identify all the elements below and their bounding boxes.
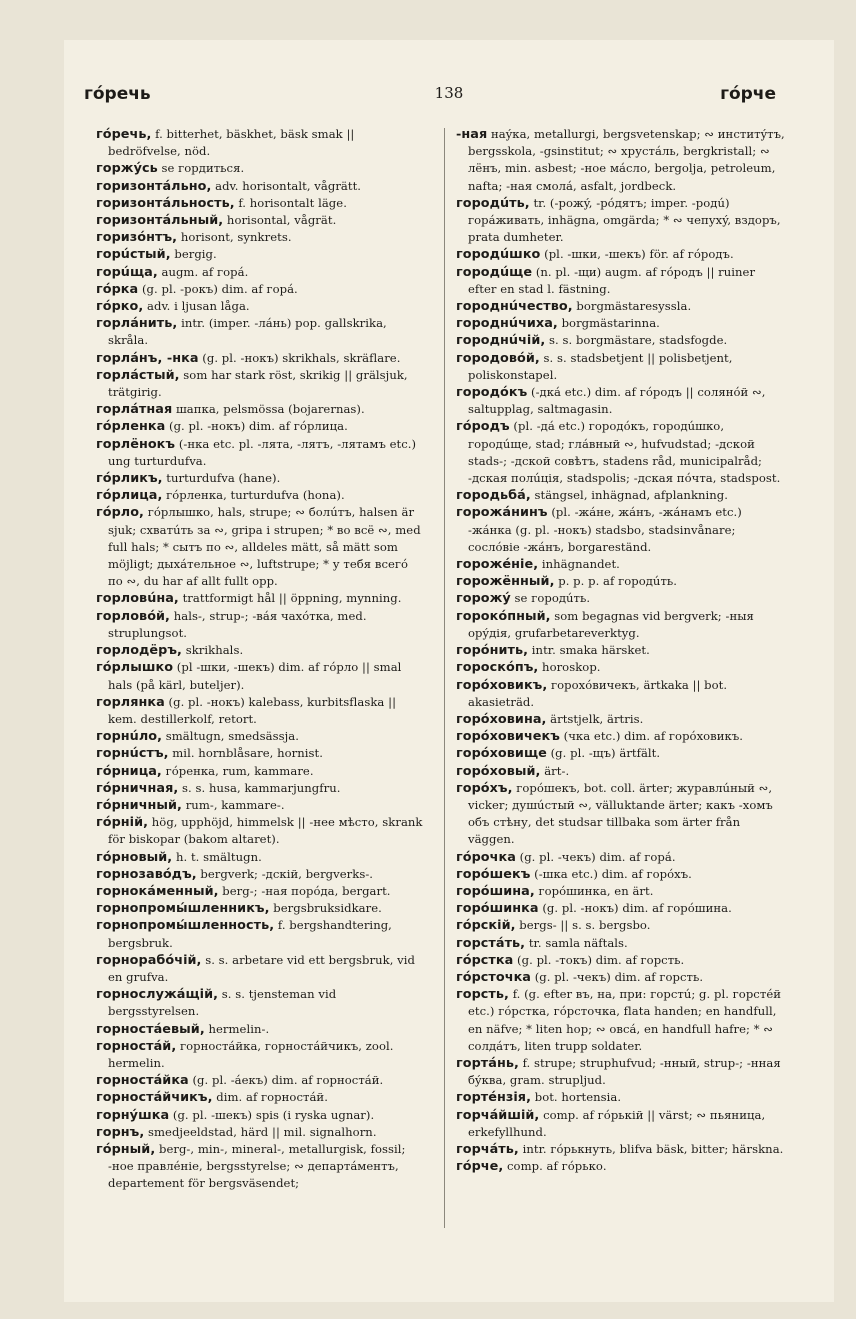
entry-definition: dim. af горностáй. [212,1090,328,1105]
dictionary-entry [96,642,426,659]
dictionary-entry [96,917,426,951]
entry-definition: горóшекъ, bot. coll. ärter; журавлúный ∾, vicker; душúстый ∾, välluktande ärter; какъ -хомъ объ стѣну, det studsar tillbaka som ärter från väggen. [468,780,773,847]
header-right-guideword: гóрче [720,84,776,104]
entry-headword: горнопромы́шленникъ, [96,901,270,917]
entry-headword: городнúчиха, [456,316,558,332]
dictionary-entry [456,900,786,917]
entry-definition: hals-, strup-; -вáя чахóтка, med. struplungsot. [108,608,367,640]
entry-headword: горнослужáщій, [96,987,219,1003]
dictionary-entry [456,556,786,573]
entry-headword: горизонтáльность, [96,195,235,211]
entry-headword: горностáйка [96,1073,189,1089]
entry-definition: (g. pl. -чекъ) dim. af горсть. [531,969,704,984]
dictionary-entry [96,126,426,160]
entry-headword: горизонтáльно, [96,178,212,194]
entry-headword: городнúчій, [456,333,546,349]
dictionary-entry [96,849,426,866]
entry-headword: горлáтная [96,402,173,418]
entry-definition: ärt-. [540,763,570,778]
entry-headword: горстáть, [456,935,526,951]
entry-definition: hermelin-. [204,1021,270,1036]
dictionary-entry [456,849,786,866]
entry-definition: bergig. [170,247,217,262]
entry-headword: горлодёръ, [96,643,182,659]
entry-definition: se городúть. [510,591,591,606]
entry-definition: ärtstjelk, ärtris. [546,711,644,726]
entry-definition: горохóвичекъ, ärtkaka || bot. akasieträd. [468,677,728,709]
entry-headword: горлáстый, [96,367,180,383]
entry-definition: horisont, synkrets. [177,230,292,245]
entry-definition: (pl -шки, -шекъ) dim. af гóрло || smal hals (på kärl, buteljer). [108,660,402,692]
entry-definition: rum-, kammare-. [181,797,285,812]
dictionary-entry [96,1124,426,1141]
entry-headword: городовóй, [456,350,540,366]
entry-headword: гортéнзія, [456,1090,531,1106]
entry-definition: tr. samla näftals. [525,935,628,950]
dictionary-entry [456,677,786,711]
dictionary-entry [96,866,426,883]
entry-definition: (g. pl. -токъ) dim. af горсть. [513,952,685,967]
entry-definition: bergs- || s. s. bergsbo. [515,918,651,933]
entry-headword: горловúна, [96,591,179,607]
dictionary-entry [96,608,426,642]
entry-headword: горóнить, [456,643,529,659]
entry-headword: горностáй, [96,1038,177,1054]
entry-definition: (g. pl. -нокъ) dim. af горóшина. [538,901,732,916]
entry-definition: berg-; -ная порóда, bergart. [218,883,391,898]
entry-definition: som har stark röst, skrikig || grälsjuk, trätgirig. [108,367,408,400]
entry-definition: turturdufva (hane). [162,471,281,486]
entry-definition: stängsel, inhägnad, afplankning. [530,488,729,503]
entry-definition: se гордиться. [157,161,245,176]
dictionary-entry [456,986,786,1055]
entry-definition: (-дкá etc.) dim. af гóродъ || солянóй ∾, saltupplag, saltmagasin. [468,385,766,417]
entry-definition: trattformigt hål || öppning, mynning. [178,591,402,606]
entry-definition: skrikhals. [181,643,244,658]
dictionary-entry [456,969,786,986]
dictionary-entry [456,264,786,298]
dictionary-entry [96,212,426,229]
entry-headword: гортáнь, [456,1055,519,1071]
dictionary-entry [96,470,426,487]
entry-definition: (g. pl. -нокъ) skrikhals, skräflare. [198,350,401,365]
entry-headword: горлáнить, [96,316,178,332]
entry-headword: гóрлица, [96,488,163,504]
entry-definition: comp. af гóрько. [503,1159,607,1174]
entry-definition: intr. (imper. -лáнь) pop. gallskrika, skråla. [108,316,387,348]
entry-definition: intr. smaka härsket. [528,643,650,658]
entry-definition: borgmästaresyssla. [572,299,692,314]
dictionary-entry [456,917,786,934]
entry-definition: (-шка etc.) dim. af горóхъ. [530,866,692,881]
dictionary-entry [96,952,426,986]
entry-headword: городúшко [456,247,541,263]
entry-definition: s. s. stadsbetjent || polisbetjent, poliskonstapel. [468,350,733,382]
entry-headword: горжýсь [96,161,158,177]
dictionary-entry [96,178,426,195]
dictionary-entry [456,573,786,590]
entry-definition: гóрленка, turturdufva (hona). [162,488,345,503]
entry-definition: (g. pl. -чекъ) dim. af горá. [515,849,676,864]
entry-headword: горловóй, [96,608,170,624]
entry-definition: augm. af горá. [157,264,249,279]
dictionary-entry [96,728,426,745]
dictionary-entry [456,195,786,247]
dictionary-entry [456,935,786,952]
entry-definition: (g. pl. -шекъ) spis (i ryska ugnar). [169,1107,375,1122]
entry-headword: горúща, [96,264,158,280]
entry-headword: городнúчество, [456,299,573,315]
entry-definition: f. (g. efter въ, на, при: горстú; g. pl. горстéй etc.) гóрстка, гóрсточка, flata handen; en handfull, en näfve; * liten hop; ∾ овсá, en handfull hafre; * ∾ солдáтъ, liten trupp soldater. [468,987,782,1053]
entry-headword: гóрлышко [96,660,174,676]
entry-headword: гóрленка [96,419,166,435]
entry-headword: -ная [456,127,488,142]
right-column [456,126,786,1175]
dictionary-entry [456,780,786,849]
entry-headword: горнозавóдъ, [96,866,197,882]
dictionary-entry [96,590,426,607]
entry-headword: гóрочка [456,849,516,865]
entry-definition: f. strupe; struphufvud; -нный, strup-; -нная бýква, gram. strupljud. [468,1055,781,1088]
entry-definition: intr. гóрькнуть, blifva bäsk, bitter; härskna. [518,1141,784,1156]
dictionary-entry [456,418,786,487]
dictionary-entry [96,900,426,917]
dictionary-entry [456,866,786,883]
entry-headword: гóрликъ, [96,471,163,487]
dictionary-entry [96,418,426,435]
entry-definition: p. p. p. af городúть. [554,574,678,589]
entry-definition: s. s. borgmästare, stadsfogde. [545,333,728,348]
dictionary-entry [96,814,426,848]
entry-definition: f. horisontalt läge. [234,195,347,210]
entry-headword: гóречь, [96,127,152,142]
dictionary-entry [96,986,426,1020]
entry-definition: adv. horisontalt, vågrätt. [211,178,362,193]
entry-headword: гóрничная, [96,780,179,796]
entry-headword: горнопромы́шленность, [96,918,275,934]
dictionary-entry [96,1089,426,1106]
dictionary-entry [456,298,786,315]
entry-definition: s. s. husa, kammarjungfru. [178,780,341,795]
entry-headword: гóрстка [456,952,514,968]
entry-headword: горнокáменный, [96,883,219,899]
entry-headword: горнъ, [96,1124,145,1140]
dictionary-entry [456,1158,786,1175]
dictionary-entry [456,763,786,780]
entry-headword: горчáть, [456,1141,519,1157]
entry-headword: гóрскій, [456,918,516,934]
entry-definition: som begagnas vid bergverk; -ныя орýдія, grufarbetareverktyg. [468,608,754,640]
dictionary-entry [96,264,426,281]
entry-headword: горностáевый, [96,1021,205,1037]
dictionary-entry [96,1021,426,1038]
dictionary-entry [96,229,426,246]
entry-headword: горóховище [456,746,547,762]
entry-headword: горóховикъ, [456,677,548,693]
entry-definition: smältugn, smedsässja. [162,729,299,744]
entry-headword: горóхъ, [456,780,513,796]
dictionary-entry [456,1141,786,1158]
dictionary-entry [456,246,786,263]
dictionary-entry [96,160,426,177]
entry-headword: гóрка [96,281,139,297]
dictionary-entry [96,298,426,315]
entry-headword: гóрко, [96,299,144,315]
entry-headword: горизóнтъ, [96,230,178,246]
dictionary-entry [96,763,426,780]
entry-definition: horisontal, vågrät. [223,213,337,228]
entry-headword: гóрло, [96,505,144,521]
entry-headword: горсть, [456,987,509,1003]
dictionary-entry [96,1038,426,1072]
entry-headword: горóховый, [456,763,541,779]
dictionary-entry [456,1107,786,1141]
entry-headword: горнúло, [96,729,163,745]
dictionary-entry [96,401,426,418]
dictionary-entry [96,281,426,298]
entry-headword: горизонтáльный, [96,213,224,229]
entry-headword: горокóпный, [456,608,551,624]
entry-definition: hög, upphöjd, himmelsk || -нее мѣсто, skrank för biskopar (bakom altaret). [108,815,423,847]
entry-definition: inhägnandet. [538,557,620,572]
entry-headword: горнúстъ, [96,746,169,762]
entry-definition: horoskop. [538,660,601,675]
entry-definition: горностáйка, горностáйчикъ, zool. hermelin. [108,1038,394,1070]
dictionary-entry [96,246,426,263]
entry-definition: гóренка, rum, kammare. [161,763,314,778]
entry-definition: s. s. arbetare vid ett bergsbruk, vid en grufva. [108,952,416,984]
entry-headword: горúстый, [96,247,171,263]
dictionary-entry [456,590,786,607]
dictionary-entry [96,367,426,401]
entry-definition: горóшинка, en ärt. [534,883,654,898]
entry-definition: наýка, metallurgi, bergsvetenskap; ∾ инститýтъ, bergsskola, -gsinstitut; ∾ хрустáль, bergkristall; ∾ лёнъ, min. asbest; -ное мáсло, bergolja, petroleum, nafta; -ная смолá, asfalt, jordbeck. [468,127,785,193]
entry-headword: горожáнинъ [456,505,548,521]
entry-definition: tr. (-рожý, -рóдятъ; imper. -родú) горáживать, inhägna, omgärda; * ∾ чепухý, вздоръ, prata dumheter. [468,195,781,245]
dictionary-entry [456,315,786,332]
dictionary-entry [456,126,786,195]
entry-headword: горлянка [96,694,165,710]
dictionary-entry [96,195,426,212]
entry-definition: (pl. -жáне, жáнъ, -жáнамъ etc.) -жáнка (g. pl. -нокъ) stadsbo, stadsinvånare; соcлóвіе -жáнъ, borgareständ. [468,505,742,554]
entry-definition: (g. pl. -щъ) ärtfält. [546,746,661,761]
left-column [96,126,426,1193]
page-number: 138 [434,84,464,102]
entry-headword: горожéніе, [456,557,539,573]
entry-definition: mil. hornblåsare, hornist. [168,746,323,761]
entry-headword: горнýшка [96,1107,170,1123]
dictionary-entry [96,1107,426,1124]
entry-headword: гóрсточка [456,969,531,985]
dictionary-entry [96,659,426,693]
entry-definition: berg-, min-, mineral-, metallurgisk, fossil; -ное правлéніе, bergsstyrelse; ∾ департáментъ, departement för bergsväsendet; [108,1141,406,1191]
entry-headword: гóрче, [456,1159,504,1175]
dictionary-entry [96,1072,426,1089]
column-divider [444,128,445,1228]
entry-definition: (g. pl. -рокъ) dim. af горá. [138,281,298,296]
entry-definition: (-нка etc. pl. -лята, -лятъ, -лятамъ etc.) ung turturdufva. [108,436,417,468]
entry-headword: горожý [456,591,511,607]
entry-headword: горлёнокъ [96,436,176,452]
entry-headword: горóшинка [456,901,539,917]
entry-headword: горнорабóчій, [96,952,202,968]
dictionary-page [64,40,834,1302]
dictionary-entry [96,797,426,814]
entry-definition: comp. af гóрькій || värst; ∾ пьяница, erkefyllhund. [468,1107,766,1139]
entry-headword: гóрновый, [96,849,173,865]
entry-headword: гóродъ [456,419,510,435]
dictionary-entry [456,332,786,349]
entry-headword: горожённый, [456,574,555,590]
dictionary-entry [96,745,426,762]
dictionary-entry [456,883,786,900]
entry-definition: adv. i ljusan låga. [143,299,250,314]
entry-definition: (n. pl. -щи) augm. af гóродъ || ruiner efter en stad l. fästning. [468,264,756,296]
entry-definition: f. bergshandtering, bergsbruk. [108,918,392,950]
dictionary-entry [456,608,786,642]
dictionary-entry [96,504,426,590]
entry-headword: горчáйшій, [456,1107,540,1123]
entry-definition: bergverk; -дскій, bergverks-. [196,866,374,881]
entry-definition: (чка etc.) dim. af горóховикъ. [559,729,743,744]
entry-definition: borgmästarinna. [557,316,660,331]
entry-headword: горóховичекъ [456,729,560,745]
entry-headword: горóшина, [456,883,535,899]
entry-headword: горoскóпъ, [456,660,539,676]
entry-definition: (g. pl. -нокъ) kalebass, kurbitsflaska || kem. destillerkolf, retort. [108,694,397,726]
entry-headword: горлáнъ, -нка [96,350,199,366]
dictionary-entry [96,780,426,797]
entry-headword: горóховина, [456,711,547,727]
header-left-guideword: гóречь [84,84,151,104]
dictionary-entry [96,1141,426,1193]
dictionary-entry [456,642,786,659]
entry-definition: smedjeeldstad, härd || mil. signalhorn. [144,1124,377,1139]
dictionary-entry [96,694,426,728]
dictionary-entry [456,952,786,969]
entry-definition: s. s. tjensteman vid bergsstyrelsen. [108,987,337,1019]
entry-headword: горностáйчикъ, [96,1090,213,1106]
dictionary-entry [96,487,426,504]
entry-definition: гóрлышко, hals, strupe; ∾ болúтъ, halsen är sjuk; схватúть за ∾, gripa i strupen; * во всё ∾, med full hals; * сытъ по ∾, alldeles mätt, så mätt som möjligt; дыхáтельное ∾, luftstrupe; * у тебя всегó по ∾, du har af allt fullt opp. [108,505,421,589]
dictionary-entry [456,384,786,418]
dictionary-entry [456,1055,786,1089]
dictionary-entry [456,711,786,728]
dictionary-entry [456,745,786,762]
entry-headword: гóрница, [96,763,162,779]
entry-definition: (pl. -дá etc.) городóкъ, городúшко, городúще, stad; глáвный ∾, hufvudstad; -дской stads-; -дской совѣтъ, stadens råd, municipalråd; -дская полúція, stadspolis; -дская пóчта, stadspost. [468,419,781,486]
entry-headword: городóкъ [456,385,528,401]
entry-headword: гóрничный, [96,797,182,813]
dictionary-entry [456,659,786,676]
entry-definition: bot. hortensia. [530,1090,622,1105]
entry-definition: h. t. smältugn. [172,849,262,864]
entry-headword: городúть, [456,195,530,211]
entry-headword: гóрній, [96,815,149,831]
dictionary-entry [96,436,426,470]
entry-definition: f. bitterhet, bäskhet, bäsk smak || bedröfvelse, nöd. [108,127,355,159]
dictionary-entry [456,504,786,556]
dictionary-entry [456,487,786,504]
entry-headword: городьбá, [456,488,531,504]
entry-headword: горóшекъ [456,866,531,882]
dictionary-entry [456,1089,786,1106]
entry-definition: bergsbruksidkare. [269,901,382,916]
entry-definition: шапка, pelsmössa (bojarernas). [172,402,365,417]
entry-headword: городúще [456,264,533,280]
dictionary-entry [456,350,786,384]
entry-headword: гóрный, [96,1141,156,1157]
dictionary-entry [456,728,786,745]
entry-definition: (g. pl. -áекъ) dim. af горностáй. [188,1073,384,1088]
page-header [64,84,834,114]
dictionary-entry [96,315,426,349]
dictionary-entry [96,350,426,367]
dictionary-entry [96,883,426,900]
entry-definition: (pl. -шки, -шекъ) för. af гóродъ. [540,247,734,262]
entry-definition: (g. pl. -нокъ) dim. af гóрлица. [165,419,348,434]
